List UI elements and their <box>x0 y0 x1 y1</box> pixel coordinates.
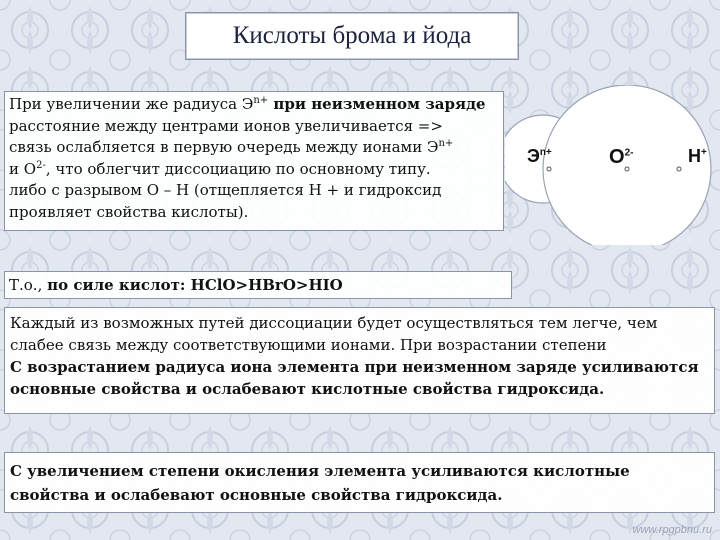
radius-explanation-box <box>4 91 504 231</box>
para1-line2: расстояние между центрами ионов увеличивается => <box>9 116 443 135</box>
watermark: www.rpgpbnu.ru <box>632 524 712 536</box>
hydrogen-label: H+ <box>688 146 707 166</box>
para1-line4-end: , что облегчит диссоциацию по основному типу. <box>45 159 431 178</box>
para1-line4-start: и O <box>9 159 37 178</box>
oxidation-rule: С увеличением степени окисления элемента усиливаются кислотные свойства и ослабевают основные свойства гидроксида. <box>10 462 630 504</box>
slide-title-text: Кислоты брома и йода <box>232 22 472 49</box>
para1-line1-charge: n+ <box>253 95 269 106</box>
ion-diagram <box>505 85 715 249</box>
para1-line3-charge: n+ <box>438 138 454 149</box>
acid-strength-order: по силе кислот: HClO>HBrO>HIO <box>47 276 343 294</box>
oxidation-rule-box <box>4 452 715 513</box>
para1-line1-start: При увеличении же радиуса Э <box>9 95 254 113</box>
cation-label: $Э^{n+}$ <box>527 146 552 166</box>
para1-line3 <box>9 137 499 159</box>
acid-strength-note <box>4 271 512 299</box>
para1-line6: проявляет свойства кислоты). <box>9 202 249 221</box>
para1-line1 <box>9 94 499 116</box>
oxygen-label: $O^{2-}$ <box>609 146 634 168</box>
note-prefix: Т.о., <box>9 276 48 294</box>
para1-line1-end: при неизменном заряде <box>268 95 486 113</box>
radius-rule: С возрастанием радиуса иона элемента при неизменном заряде усиливаются основные свойства и ослабевают кислотные свойства гидроксида. <box>10 358 699 398</box>
para1-line5: либо с разрывом О – Н (отщепляется Н + и гидроксид <box>9 181 442 199</box>
slide-title <box>185 12 519 60</box>
dissociation-box <box>4 307 715 414</box>
para1-line4-charge: 2- <box>36 159 46 171</box>
para1-line3-text: связь ослабляется в первую очередь между ионами Э <box>9 138 439 156</box>
para1-line4 <box>9 159 499 181</box>
dissociation-text: Каждый из возможных путей диссоциации будет осуществляться тем легче, чем слабее связь между соответствующими ионами. При возрастании степени <box>10 314 658 354</box>
